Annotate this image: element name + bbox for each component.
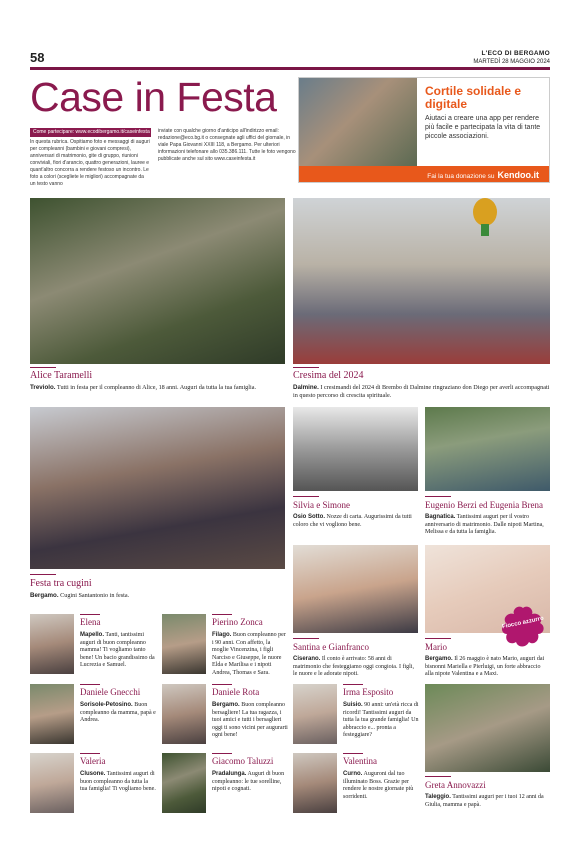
caption-text-elena: Mapello. Tanti, tantissimi auguri di buon compleanno mamma! Ti vogliamo tanto bene! Un bacio grandissimo da Lucrezia e Samuel. bbox=[80, 632, 155, 669]
caption-rule bbox=[425, 496, 451, 497]
ad-photo bbox=[299, 78, 417, 166]
caption-title-mario: Mario bbox=[425, 642, 447, 652]
header-rule bbox=[30, 67, 550, 70]
fiocco-azzurro-label: Fiocco azzurro bbox=[501, 615, 545, 631]
photo-valeria bbox=[30, 753, 74, 813]
ad-donation-bar[interactable] bbox=[299, 166, 550, 183]
caption-text-greta: Taleggio. Tantissimi auguri per i tuoi 12 anni da Giulia, mamma e papà. bbox=[425, 794, 544, 808]
info-text-middle: inviate con qualche giorno d'anticipo all'indirizzo email: redazione@eco.bg.it o consegnate agli uffici del giornale, in viale Papa Giovanni XXIII 118, a Bergamo. Per ulteriori informazioni telefonare allo 035.386.111. Tutte le foto vengono pubblicate anche sul sito www.caseinfesta.it bbox=[158, 128, 296, 162]
caption-rule bbox=[293, 496, 319, 497]
newspaper-masthead bbox=[473, 50, 550, 66]
caption-text-cresima: Dalmine. I cresimandi del 2024 di Brembo di Dalmine ringraziano don Diego per averli accompagnati in questo percorso di crescita spirituale. bbox=[293, 384, 550, 399]
ad-title: Cortile solidale e digitale bbox=[425, 84, 522, 111]
caption-rule bbox=[30, 574, 56, 575]
caption-text-irma: Suisio. 90 anni: un'età ricca di ricordi! Tantissimi auguri da tutta la tua grande famiglia! Un abbraccio e... pronta a festeggiare? bbox=[343, 702, 419, 739]
caption-rule bbox=[80, 753, 100, 754]
photo-festa-cugini bbox=[30, 407, 285, 569]
balloon-icon bbox=[293, 198, 550, 364]
photo-irma-esposito bbox=[293, 684, 337, 744]
caption-text-cugini: Bergamo. Cugini Santantonio in festa. bbox=[30, 592, 130, 599]
caption-title-cresima: Cresima del 2024 bbox=[293, 370, 364, 381]
caption-rule bbox=[80, 684, 100, 685]
participate-label[interactable]: Come partecipare: www.ecodibergamo.it/caseinfesta bbox=[30, 128, 151, 137]
caption-rule bbox=[343, 684, 363, 685]
caption-title-alice: Alice Taramelli bbox=[30, 370, 93, 381]
caption-text-santina: Ciserano. Il conto è arrivato: 58 anni di matrimonio che festeggiamo oggi congioia. I figli, le nuore e le adorate nipoti. bbox=[293, 656, 414, 678]
caption-title-giacomo: Giacomo Taluzzi bbox=[212, 756, 274, 766]
caption-rule bbox=[425, 638, 451, 639]
caption-rule bbox=[343, 753, 363, 754]
info-text-left: In questa rubrica. Ospitiamo foto e messaggi di auguri per compleanni (bambini e giovani compresi), anniversari di matrimonio, gite di gruppo, riunioni conviviali, fiori d'arancio, quattro generazioni, lauree e quant'altro concorra a rendere festoso un incontro. Le foto a colori (scegliete le migliori) accompagnate da un testo vanno bbox=[30, 139, 150, 187]
caption-text-daniele-gnecchi: Sorisole-Petosino. Buon compleanno da mamma, papà e Andrea. bbox=[80, 702, 156, 724]
caption-rule bbox=[212, 753, 232, 754]
photo-santina-gianfranco bbox=[293, 545, 418, 633]
photo-elena bbox=[30, 614, 74, 674]
caption-title-cugini: Festa tra cugini bbox=[30, 578, 92, 589]
caption-title-pierino: Pierino Zonca bbox=[212, 617, 263, 627]
caption-title-valeria: Valeria bbox=[80, 756, 106, 766]
caption-text-alice: Treviolo. Tutti in festa per il compleanno di Alice, 18 anni. Auguri da tutta la tua famiglia. bbox=[30, 384, 256, 391]
photo-daniele-gnecchi bbox=[30, 684, 74, 744]
caption-title-irma: Irma Esposito bbox=[343, 687, 394, 697]
caption-text-silvia: Osio Sotto. Nozze di carta. Augurissimi da tutti coloro che vi vogliono bene. bbox=[293, 514, 412, 528]
photo-cresima bbox=[293, 198, 550, 364]
issue-date: MARTEDÌ 28 MAGGIO 2024 bbox=[473, 59, 550, 65]
caption-rule bbox=[80, 614, 100, 615]
caption-rule bbox=[293, 367, 319, 368]
photo-daniele-rota bbox=[162, 684, 206, 744]
ad-text: Aiutaci a creare una app per rendere più facile e partecipata la vita di tante piccole associazioni. bbox=[425, 115, 541, 140]
caption-title-valentina: Valentina bbox=[343, 756, 377, 766]
caption-rule bbox=[212, 684, 232, 685]
caption-text-giacomo: Pradalunga. Auguri di buon compleanno: le tue sorelline, nipoti e cognati. bbox=[212, 771, 285, 793]
caption-rule bbox=[212, 614, 232, 615]
section-title: Case in Festa bbox=[30, 74, 277, 120]
caption-rule bbox=[425, 776, 451, 777]
caption-text-mario: Bergamo. Il 26 maggio è nato Mario, auguri dai bisnonni Mariella e Pierluigi, un forte abbraccio alla nipote Valentina e a Maxi. bbox=[425, 656, 545, 678]
photo-pierino-zonca bbox=[162, 614, 206, 674]
advertisement[interactable] bbox=[298, 77, 550, 183]
photo-silvia-simone bbox=[293, 407, 418, 491]
caption-title-greta: Greta Annovazzi bbox=[425, 780, 486, 790]
caption-title-silvia: Silvia e Simone bbox=[293, 500, 350, 510]
photo-eugenio-eugenia bbox=[425, 407, 550, 491]
photo-alice bbox=[30, 198, 285, 364]
caption-rule bbox=[30, 367, 56, 368]
photo-greta-annovazzi bbox=[425, 684, 550, 772]
caption-text-daniele-rota: Bergamo. Buon compleanno bersagliere! La tua ragazza, i tuoi amici e tutti i bersaglieri oggi ti sono vicini per augurarti ogni bene! bbox=[212, 702, 288, 739]
caption-text-eugenio: Bagnatica. Tantissimi auguri per il vostro anniversario di matrimonio. Dalle nipoti Martina, Melissa e da tutta la famiglia. bbox=[425, 514, 544, 536]
ad-brand: Kendoo.it bbox=[497, 170, 539, 180]
page-number: 58 bbox=[30, 50, 45, 65]
newspaper-name: L'ECO DI BERGAMO bbox=[481, 50, 550, 57]
caption-text-valeria: Clusone. Tantissimi auguri di buon compleanno da tutta la tua famiglia! Ti vogliamo bene. bbox=[80, 771, 156, 793]
caption-title-eugenio: Eugenio Berzi ed Eugenia Brena bbox=[425, 500, 543, 510]
ad-bar-text: Fai la tua donazione su bbox=[427, 173, 495, 180]
caption-rule bbox=[293, 638, 319, 639]
photo-giacomo-taluzzi bbox=[162, 753, 206, 813]
caption-title-daniele-gnecchi: Daniele Gnecchi bbox=[80, 687, 141, 697]
caption-title-daniele-rota: Daniele Rota bbox=[212, 687, 260, 697]
caption-title-santina: Santina e Gianfranco bbox=[293, 642, 369, 652]
photo-valentina bbox=[293, 753, 337, 813]
caption-text-valentina: Curno. Auguroni dal tuo illuminato Boss. Grazie per rendere le nostre giornate più sorridenti. bbox=[343, 771, 414, 800]
caption-title-elena: Elena bbox=[80, 617, 101, 627]
caption-text-pierino: Filago. Buon compleanno per i 90 anni. Con affetto, la moglie Vincenzina, i figli Narciso e Giuseppe, le nuore Elda e Marilisa e i nipoti Andrea, Thomas e Sara. bbox=[212, 632, 286, 676]
